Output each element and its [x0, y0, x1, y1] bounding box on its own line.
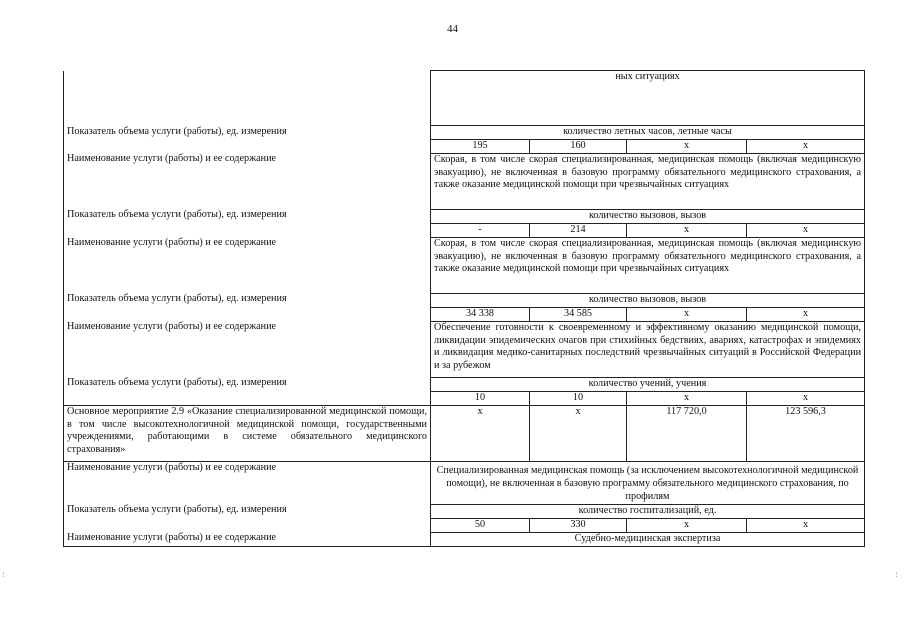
table-row [64, 293, 865, 307]
service-name-label: Наименование услуги (работы) и ее содержание [64, 237, 431, 293]
service-description: ных ситуациях [431, 71, 865, 126]
service-name-label: Наименование услуги (работы) и ее содержание [64, 321, 431, 377]
volume-indicator-label: Показатель объема услуги (работы), ед. измерения [64, 293, 431, 321]
service-description: Обеспечение готовности к своевременному и эффективному оказанию медицинской помощи, ликвидации эпидемических очагов при стихийных бедствиях, авариях, катастрофах и эпидемиях и ликвидация медико-санитарных последствий чрезвычайных ситуаций в Российской Федерации и за рубежом [431, 321, 865, 377]
value-cell: 330 [530, 518, 627, 532]
value-cell: x [627, 391, 747, 405]
value-cell: x [747, 391, 865, 405]
value-cell: x [747, 307, 865, 321]
service-name-label: Наименование услуги (работы) и ее содержание [64, 153, 431, 209]
value-cell: x [627, 307, 747, 321]
value-cell: x [747, 518, 865, 532]
table-row [64, 461, 865, 504]
value-cell: 34 585 [530, 307, 627, 321]
value-cell: 123 596,3 [747, 405, 865, 461]
volume-indicator-label: Показатель объема услуги (работы), ед. измерения [64, 126, 431, 154]
table-row [64, 504, 865, 518]
service-name-label: Наименование услуги (работы) и ее содержание [64, 532, 431, 546]
unit-of-measure: количество летных часов, летные часы [431, 126, 865, 140]
service-name-label: Наименование услуги (работы) и ее содержание [64, 461, 431, 504]
table-row [64, 126, 865, 140]
value-cell: - [431, 223, 530, 237]
table-row [64, 377, 865, 391]
page-number: 44 [447, 23, 458, 35]
value-cell: x [627, 140, 747, 154]
value-cell: x [747, 223, 865, 237]
value-cell: 160 [530, 140, 627, 154]
value-cell: 34 338 [431, 307, 530, 321]
unit-of-measure: количество госпитализаций, ед. [431, 504, 865, 518]
value-cell: 10 [530, 391, 627, 405]
service-description: Судебно-медицинская экспертиза [431, 532, 865, 546]
service-description: Скорая, в том числе скорая специализированная, медицинская помощь (включая медицинскую эвакуацию), не включенная в базовую программу обязательного медицинского страхования, а также оказание медицинской помощи при чрезвычайных ситуациях [431, 237, 865, 293]
unit-of-measure: количество вызовов, вызов [431, 293, 865, 307]
service-description: Скорая, в том числе скорая специализированная, медицинская помощь (включая медицинскую эвакуацию), не включенная в базовую программу обязательного медицинского страхования, а также оказание медицинской помощи при чрезвычайных ситуациях [431, 153, 865, 209]
value-cell: 10 [431, 391, 530, 405]
unit-of-measure: количество учений, учения [431, 377, 865, 391]
value-cell: 214 [530, 223, 627, 237]
program-table [63, 70, 865, 547]
scan-mark-left [3, 572, 7, 577]
table-row [64, 321, 865, 377]
main-event-label: Основное мероприятие 2.9 «Оказание специализированной медицинской помощи, в том числе высокотехнологичной медицинской помощи, государственными учреждениями, работающими в системе обязательного медицинского страхования» [64, 405, 431, 461]
table-row [64, 405, 865, 461]
scan-mark-right [896, 572, 900, 577]
table-row [64, 153, 865, 209]
value-cell: x [530, 405, 627, 461]
value-cell: x [627, 518, 747, 532]
table-row [64, 237, 865, 293]
value-cell: x [627, 223, 747, 237]
service-description: Специализированная медицинская помощь (за исключением высокотехнологичной медицинской помощи), не включенная в базовую программу обязательного медицинского страхования, по профилям [431, 461, 865, 504]
label-cell-empty [64, 71, 431, 126]
unit-of-measure: количество вызовов, вызов [431, 209, 865, 223]
value-cell: 195 [431, 140, 530, 154]
value-cell: 117 720,0 [627, 405, 747, 461]
table-row [64, 71, 865, 126]
volume-indicator-label: Показатель объема услуги (работы), ед. измерения [64, 377, 431, 405]
volume-indicator-label: Показатель объема услуги (работы), ед. измерения [64, 504, 431, 532]
value-cell: x [431, 405, 530, 461]
table-row [64, 532, 865, 546]
volume-indicator-label: Показатель объема услуги (работы), ед. измерения [64, 209, 431, 237]
table-row [64, 209, 865, 223]
value-cell: 50 [431, 518, 530, 532]
value-cell: x [747, 140, 865, 154]
